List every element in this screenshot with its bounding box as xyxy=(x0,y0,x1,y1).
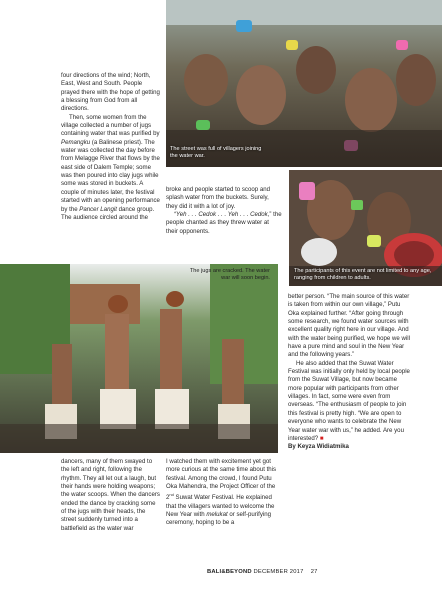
text-column-3 xyxy=(288,293,410,452)
paragraph: broke and people started to scoop and splash water from the buckets. Surely, they did it with a lot of joy. xyxy=(166,186,271,210)
paragraph: dancers, many of them swayed to the left and right, following the rhythm. They all let out a laugh, but their hands were holding weapons; the water scoops. When the dancers ended the dance by cracking some of the jugs with their heads, the street suddenly turned into a battlefield as the water war xyxy=(61,458,160,532)
text-column-2-top xyxy=(166,186,282,236)
paragraph: four directions of the wind; North, East, West and South. People prayed there with the hope of getting a blessing from God from all directions. xyxy=(61,72,160,113)
end-mark-icon: ■ xyxy=(319,435,324,442)
paragraph: He also added that the Suwat Water Festival was initially only held by local people from the Suwat Village, but now became more popular with participants from other villages. In fact, some were even from overseas. “The enthusiasm of people to join this festival is pretty high. “We are open to everyone who wants to celebrate the New Year water war with us,” he added. Are you interested? ■ xyxy=(288,359,410,442)
caption-street-water-war: The street was full of villagers joining the water war. xyxy=(170,146,262,159)
photo-dancers-jugs xyxy=(0,264,278,453)
caption-jugs-cracked: The jugs are cracked. The water war will soon begin. xyxy=(189,268,270,281)
paragraph: better person. “The main source of this water is taken from within our own village,” Putu Oka explained further. “After going through some research, we found water sources with excellent quality right here in our village. And with the water being purified, we hope we will have a pure mind and soul in the New Year and the following years.” xyxy=(288,293,410,359)
photo-street-water-war xyxy=(166,0,442,167)
caption-participants: The participants of this event are not limited to any age, ranging from children to adults. xyxy=(294,268,432,281)
magazine-brand: BALI&BEYOND xyxy=(207,569,252,575)
paragraph: Then, some women from the village collected a number of jugs containing water that was purified by Pemangku (a Balinese priest). The water was collected the day before from Melagge River that flows by the east side of Dalem Temple; some was then poured into clay jugs while some was stored in buckets. A couple of minutes later, the festival started with an opening performance by the Pancer Langit dance group. The audience circled around the xyxy=(61,113,160,221)
byline: By Keyza Widiatmika xyxy=(288,443,349,451)
page-footer xyxy=(207,569,318,575)
text-column-1-top xyxy=(61,72,161,222)
paragraph: “Yeh . . . Cedok . . . Yeh . . . Cedok,” the people chanted as they threw water at their opponents. xyxy=(166,211,282,235)
quote-chant: “Yeh . . . Cedok . . . Yeh . . . Cedok, xyxy=(174,211,270,219)
text-column-1-bottom xyxy=(61,458,161,533)
issue-date: DECEMBER 2017 xyxy=(253,569,304,575)
text-column-2-bottom xyxy=(166,458,282,528)
page-number: 27 xyxy=(310,569,318,575)
term-pemangku: Pemangku xyxy=(61,138,91,146)
paragraph: I watched them with excitement yet got more curious at the same time about this festival. Among the crowd, I found Putu Oka Mahendra, the Project Officer of the 2nd Suwat Water Festival. He explained that the villagers wanted to welcome the New Year with melukat or self-purifying ceremony, hoping to be a xyxy=(166,458,277,527)
term-melukat: melukat xyxy=(206,511,228,519)
term-pancer-langit: Pancer Langit xyxy=(79,205,117,213)
